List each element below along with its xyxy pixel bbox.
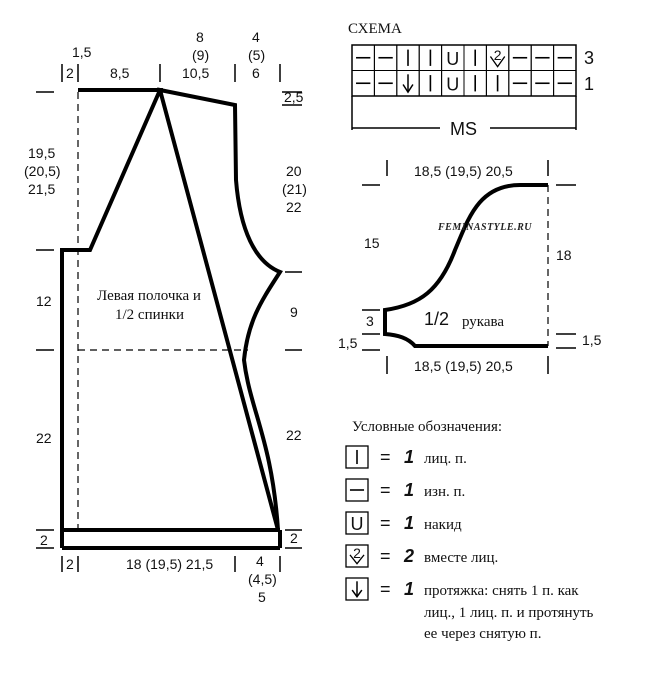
dim-top-1-5: 1,5	[72, 44, 92, 60]
legend-last-line3: ее через снятую п.	[424, 626, 542, 642]
front-label-line1: Левая полочка и	[97, 288, 201, 304]
dim-left-22: 22	[36, 430, 52, 446]
legend-equals: =	[380, 447, 391, 467]
legend-equals: =	[380, 579, 391, 599]
dim-top-5: (5)	[248, 47, 266, 63]
dim-top-6: 6	[252, 65, 260, 81]
stitch-schema	[348, 21, 594, 139]
legend-title: Условные обозначения:	[352, 419, 503, 435]
schema-grid	[352, 45, 576, 96]
legend-item	[346, 578, 579, 600]
dim-top-9: (9)	[192, 47, 210, 63]
legend-equals: =	[380, 513, 391, 533]
dim-top-2: 2	[66, 65, 74, 81]
legend-text: лиц. п.	[424, 451, 467, 467]
legend-equals: =	[380, 480, 391, 500]
yarn-over-symbol: U	[446, 74, 460, 95]
dim-right-22b: 22	[286, 427, 302, 443]
dim-bottom-2: 2	[66, 556, 74, 572]
legend	[346, 419, 594, 642]
dim-top-10-5: 10,5	[182, 65, 210, 81]
dim-right-22: 22	[286, 199, 302, 215]
dim-left-21-5: 21,5	[28, 181, 56, 197]
legend-count: 2	[404, 546, 415, 566]
legend-items	[346, 446, 579, 600]
dim-right-20: 20	[286, 163, 302, 179]
dim-top-4: 4	[252, 29, 260, 45]
legend-text: вместе лиц.	[424, 550, 499, 566]
legend-text: накид	[424, 517, 462, 533]
legend-equals: =	[380, 546, 391, 566]
yarn-over-symbol: U	[446, 48, 460, 69]
dim-top-8: 8	[196, 29, 204, 45]
sleeve-dim-3: 3	[366, 313, 374, 329]
legend-count: 1	[404, 447, 415, 467]
watermark: FEMINASTYLE.RU	[438, 222, 532, 233]
dim-bottom-4-5: (4,5)	[248, 571, 277, 587]
dim-right-2-5: 2,5	[284, 89, 304, 105]
sleeve-dim-18: 18	[556, 247, 572, 263]
legend-item	[346, 512, 462, 534]
legend-text: протяжка: снять 1 п. как	[424, 583, 579, 599]
dim-bottom-width: 18 (19,5) 21,5	[126, 556, 214, 572]
dim-right-2: 2	[290, 530, 298, 546]
dim-left-2: 2	[40, 532, 48, 548]
dim-left-12: 12	[36, 293, 52, 309]
top-ticks	[62, 64, 280, 82]
legend-item	[346, 479, 465, 501]
schema-title: СХЕМА	[348, 21, 402, 37]
legend-count: 1	[404, 513, 415, 533]
front-back-piece	[24, 29, 307, 605]
dim-bottom-4: 4	[256, 553, 264, 569]
ms-label: MS	[450, 119, 477, 139]
legend-item	[346, 545, 498, 567]
k2tog-number: 2	[353, 545, 361, 561]
sleeve-dim-1-5-right: 1,5	[582, 332, 602, 348]
schema-row-1: 1	[584, 74, 595, 94]
dim-top-8-5: 8,5	[110, 65, 130, 81]
legend-text: изн. п.	[424, 484, 466, 500]
dim-right-21: (21)	[282, 181, 307, 197]
sleeve-bottom-width: 18,5 (19,5) 20,5	[414, 358, 513, 374]
sleeve-dim-1-5-left: 1,5	[338, 335, 358, 351]
legend-last-line2: лиц., 1 лиц. п. и протянуть	[424, 605, 594, 621]
schema-row-3: 3	[584, 48, 595, 68]
legend-count: 1	[404, 480, 415, 500]
front-label-line2: 1/2 спинки	[115, 307, 184, 323]
dim-left-19-5: 19,5	[28, 145, 56, 161]
right-ticks	[282, 92, 302, 548]
dim-bottom-5: 5	[258, 589, 266, 605]
legend-count: 1	[404, 579, 415, 599]
dim-left-20-5: (20,5)	[24, 163, 61, 179]
sleeve-label-main: 1/2	[424, 309, 450, 329]
yarn-over-symbol: U	[350, 514, 364, 534]
dim-right-9: 9	[290, 304, 298, 320]
legend-item	[346, 446, 467, 468]
k2tog-number: 2	[493, 46, 502, 63]
sleeve-piece	[338, 160, 602, 374]
sleeve-label-sub: рукава	[462, 314, 505, 330]
sleeve-dim-15: 15	[364, 235, 380, 251]
sleeve-top-width: 18,5 (19,5) 20,5	[414, 163, 513, 179]
